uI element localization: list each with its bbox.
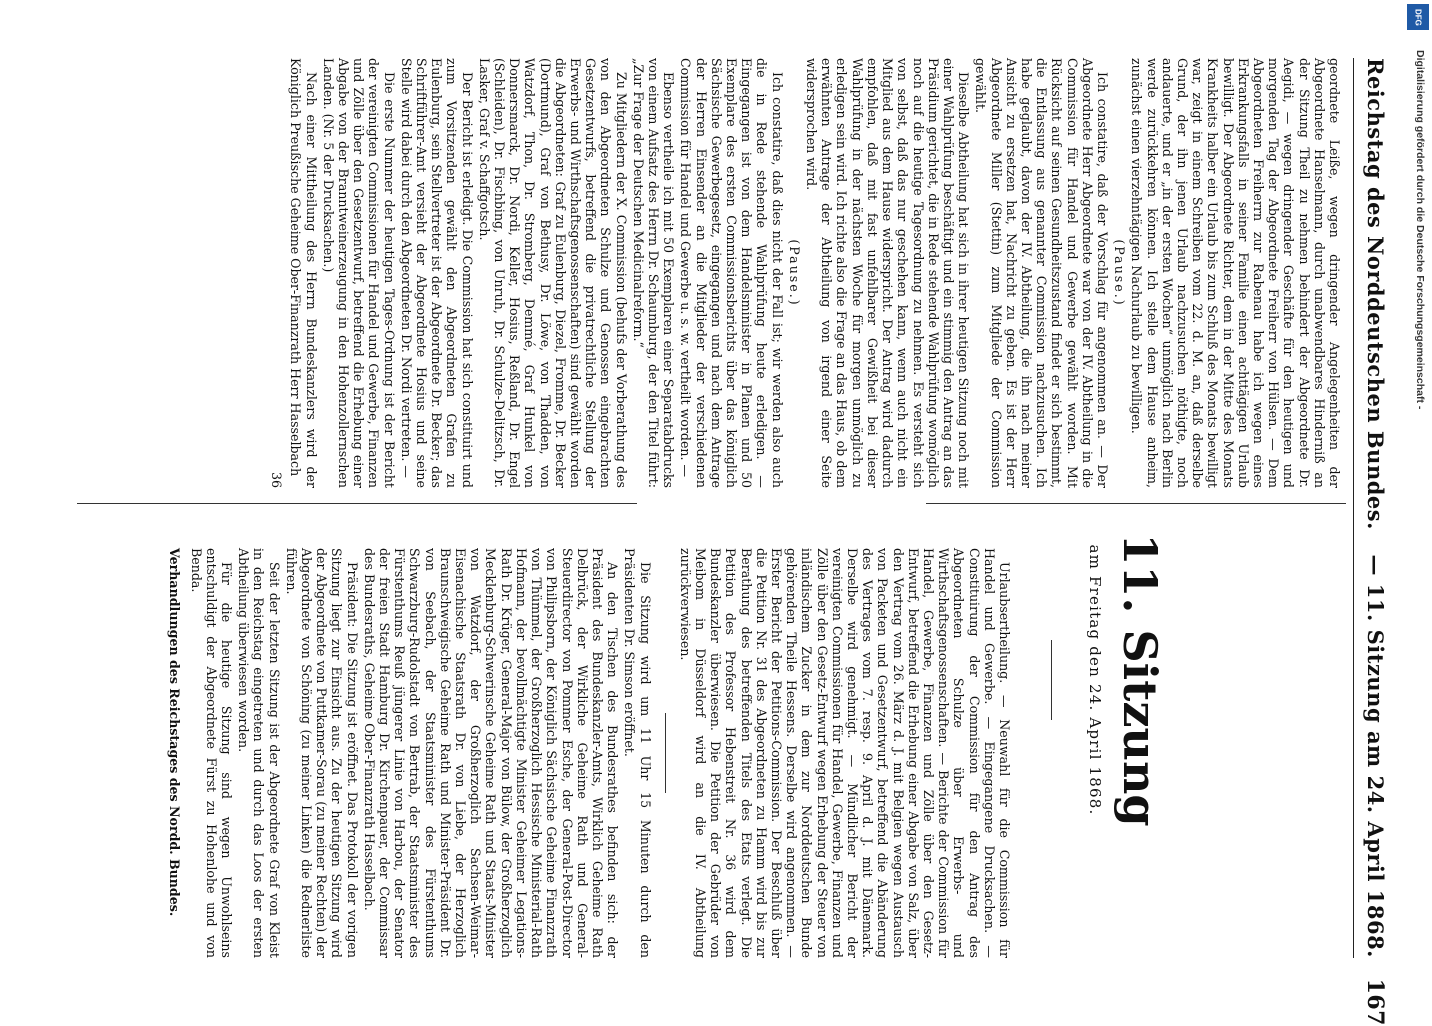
title-rule	[1051, 640, 1052, 720]
new-member-paragraph: Seit der letzten Sitzung ist der Abgeordnete Graf von Kleist in den Reichstag eingetreten und durch das Loos der ersten Abtheilung überwiesen worden.	[236, 548, 282, 958]
commission-constitution-paragraph: Der Bericht ist erledigt. Die Commission hat sich constituirt und zum Vorsitzenden gewählt den Abgeordneten Grafen zu Eulenburg, sein Stellvertreter ist der Abgeordnete Dr. Becker; das Schriftführer-Amt versieht der Abgeordnete Hosius und seine Stelle wird dabei durch den Abgeordneten Dr. Nordi vertreten. —	[398, 58, 475, 488]
dfg-logo: DFG	[1407, 4, 1429, 30]
president-paragraph: Präsident: Die Sitzung ist eröffnet. Das Protokoll der vorigen Sitzung liegt zur Einsicht aus. Zu der heutigen Sitzung wird der Abgeordnete von Puttkamer-Sorau (zu meiner Rechten) der Abgeordnete von Schöning (zu meiner Linken) die Rednerliste führen.	[283, 548, 360, 958]
bundeskanzler-paragraph: Nach einer Mittheilung des Herrn Bundeskanzlers wird der Königlich Preußische Geheime Ober-Finanzrath Herr Hasselbach	[288, 58, 319, 488]
signature-number: 36	[269, 471, 285, 488]
session-heading	[1086, 470, 1170, 890]
header-right-title: — 11. Sitzung am 24. April 1868.	[1363, 554, 1388, 958]
signature-line-left: Verhandlungen des Reichstages des Nordd. Bundes.	[167, 548, 183, 917]
column-divider-bottom	[77, 503, 637, 504]
tagesordnung-paragraph: Die erste Nummer der heutigen Tages-Ordnung ist der Bericht der vereinigten Commissionen für Handel und Gewerbe, Finanzen und Zölle über den Gesetzentwurf, betreffend die Erhebung einer Abgabe von der Branntweinerzeugung in den Hohenzollernschen Landen. (Nr. 5 der Drucksachen.)	[320, 58, 397, 488]
excused-paragraph: Für die heutige Sitzung sind wegen Unwohlseins entschuldigt der Abgeordnete Fürst zu Hohenlohe und von Benda.	[188, 548, 235, 958]
header-left-title: Reichstag des Norddeutschen Bundes.	[1363, 58, 1388, 530]
separatabdruck-paragraph: Ebenso vertheile ich mit 50 Exemplaren einer Separatabdrucks von einem Aufsatz des Herrn Dr. Schaumburg, der den Titel führt: „Zur Frage der Deutschen Medicinalreform.“	[630, 58, 677, 488]
pause-1: (Pause.)	[1112, 239, 1128, 307]
session-summary: Urlaubsertheilung. — Neuwahl für die Commission für Handel und Gewerbe. — Eingegangene Drucksachen. — Constituirung der Commission für den Antrag des Abgeordneten Schulze über Erwerbs- und Wirthschaftsgenossenschaften. — Berichte der Commission für Handel, Gewerbe, Finanzen und Zölle über den Gesetz-Entwurf, betreffend die Erhebung einer Abgabe von Salz, über den Vertrag vom 26. März d. J. mit Belgien wegen Austausch von Packeten und Gesetzentwurf, betreffend die Abänderung des Vertrages vom 7. resp. 9. April d. J. mit Dänemark. Derselbe wird genehmigt. — Mündlicher Bericht der vereinigten Commissionen für Handel, Gewerbe, Finanzen und Zölle über den Gesetz-Entwurf wegen Erhebung der Steuer von inländischem Zucker in dem zur Norddeutschen Bunde gehörenden Theile Hessens. Derselbe wird angenommen. — Erster Bericht der Petitions-Commission. Der Beschluß über die Petition Nr. 31 des Abgeordneten zu Hamm wird bis zur Berathung des betreffenden Titels des Etats verlegt. Die Petition des Professor Hebenstreit Nr. 36 wird dem Bundeskanzler überwiesen. Die Petition der Gebrüder von Meibom in Düsseldorf wird an die IV. Abtheilung zurückverwiesen.	[677, 548, 1012, 958]
column-right	[267, 58, 1342, 488]
session-title: 11. Sitzung	[1113, 533, 1167, 827]
opening-paragraph: Die Sitzung wird um 11 Uhr 15 Minuten durch den Präsidenten Dr. Simson eröffnet.	[622, 548, 653, 958]
summary-rule	[665, 713, 666, 793]
pause-2: (Pause.)	[786, 239, 802, 307]
commission-change-paragraph: Ich constatire, daß der Vorschlag für angenommen an. — Der Abgeordnete Herr Abgeordnete war von der IV. Abtheilung in die Commission für Handel und Gewerbe gewählt worden. Mit Rücksicht auf seinen Gesundheitszustand findet er sich bestimmt, die Entlassung aus genannter Commission nachzusuchen. Ich habe geglaubt, davon der IV. Abtheilung, die ihn nach meiner Ansicht zu ersetzen hat, Nachricht zu geben. Es ist der Herr Abgeordnete Miller (Stettin) zum Mitgliede der Commission gewählt.	[973, 58, 1110, 488]
page-number: 167	[1362, 978, 1388, 1026]
urlaub-paragraph: geordnete Leiße, wegen dringender Angelegenheiten der Abgeordnete Hanselmann, durch unabwendbares Hinderniß an der Sitzung Theil zu nehmen behindert der Abgeordnete Dr. Aegidi, — wegen dringender Geschäfte für den heutigen und morgenden Tag der Abgeordnete Freiherr von Hülsen. — Dem Abgeordneten Freiherrn zur Rabenau habe ich wegen eines Erkrankungsfalls in seiner Familie einen achttägigen Urlaub bewilligt. Der Abgeordnete Richter, dem in der Mitte des Monats Krankheits halber ein Urlaub bis zum Schluß des Monats bewilligt war, zeigt in einem Schreiben vom 22. d. M. an, daß derselbe Grund, der ihn jenen Urlaub nachzusuchen nöthigte, noch andauerte, und er „in der ersten Wochen“ unmöglich nach Berlin werde zurückkehren können. Ich stelle dem Hause anheim, zunächst einen vierzehntägigen Nachurlaub zu bewilligen.	[1129, 58, 1342, 488]
commission-members-paragraph: Zu Mitgliedern der X. Commission (behufs der Vorberathung des von den Abgeordneten Schulze und Genossen eingebrachten Gesetzentwurfs, betreffend die privatrechtliche Stellung der Erwerbs- und Wirthschaftsgenossenschaften) sind gewählt worden die Abgeordneten: Graf zu Eulenburg, Diezel, Fromme, Dr. Becker (Dortmund), Graf von Bethusy, Dr. Löwe, von Thadden, von Watzdorf, Thon, Dr. Stromberg, Demmé, Graf Hunkel von Donnersmarck, Dr. Nordi, Keller, Hosius, Reßland, Dr. Engel (Schleiden), Dr. Fischbing, von Unruh, Dr. Schulze-Delitzsch, Dr. Lasker, Graf v. Schaffgotsch.	[476, 58, 629, 488]
column-left	[165, 548, 1012, 958]
digitalization-notice: Digitalisierung gefördert durch die Deutsche Forschungsgemeinschaft -	[1414, 50, 1426, 410]
wahlpruefung-paragraph: Dieselbe Abtheilung hat sich in ihrer heutigen Sitzung noch mit einer Wahlprüfung beschäftigt und ein stimmig den Antrag an das Präsidium gerichtet, die in Rede stehende Wahlprüfung womöglich noch auf die heutige Tagesordnung zu nehmen. Es versteht sich von selbst, daß das nur geschehen kann, wenn auch nicht ein Mitglied aus dem Hause widerspricht. Der Antrag wird dadurch empfohlen, daß mit fast unfehlbarer Gewißheit bei dieser Wahlprüfung in der nächsten Woche für morgen unmöglich zu erledigen sein wird. Ich richte also die Frage an das Haus, ob dem erwähnten Antrage der Abtheilung von irgend einer Seite widersprochen wird.	[804, 58, 972, 488]
attendance-paragraph: An den Tischen des Bundesrathes befinden sich: der Präsident des Bundeskanzler-Amts, Wirklich Geheime Rath Delbrück, der Wirkliche Geheime Rath und General-Steuerdirector von Pommer Esche, der General-Post-Director von Philipsborn, der Königlich Sächsische Geheime Finanzrath von Thümmel, der Großherzoglich Hessische Ministerial-Rath Hofmann, der bevollmächtigte Minister Geheimer Legations-Rath Dr. Krüger, General-Major von Bülow, der Großherzoglich Mecklenburg-Schwerinsche Geheime Rath und Staats-Minister von Watzdorf, der Großherzoglich Sachsen-Weimar-Eisenachische Staatsrath Dr. von Liebe, der Herzoglich Braunschweigische Geheime Rath und Minister-Präsident Dr. von Seebach, der Staatsminister des Fürstenthums Schwarzburg-Rudolstadt von Bertrab, der Staatsminister des Fürstenthums Reuß jüngerer Linie von Harbou, der Senator der freien Stadt Hamburg Dr. Kirchenpauer, der Commissar des Bundesraths, Geheime Ober-Finanzrath Hasselbach.	[361, 548, 621, 958]
session-subtitle: am Freitag den 24. April 1868.	[1086, 544, 1104, 816]
page-header	[1353, 58, 1394, 1026]
eingaenge-paragraph: Ich constatire, daß dies nicht der Fall ist; wir werden also auch die in Rede stehende Wahlprüfung heute erledigen. — Eingegangen ist von dem Handelsminister in Planen und 50 Exemplare des ersten Commissionsberichts über das königlich Sächsische Gewerbegesetz, eingegangen und nach dem Antrage der Herren Einsender an die Mitglieder der verschiedenen Commission für Handel und Gewerbe u. s. w. vertheilt worden. —	[678, 58, 785, 488]
